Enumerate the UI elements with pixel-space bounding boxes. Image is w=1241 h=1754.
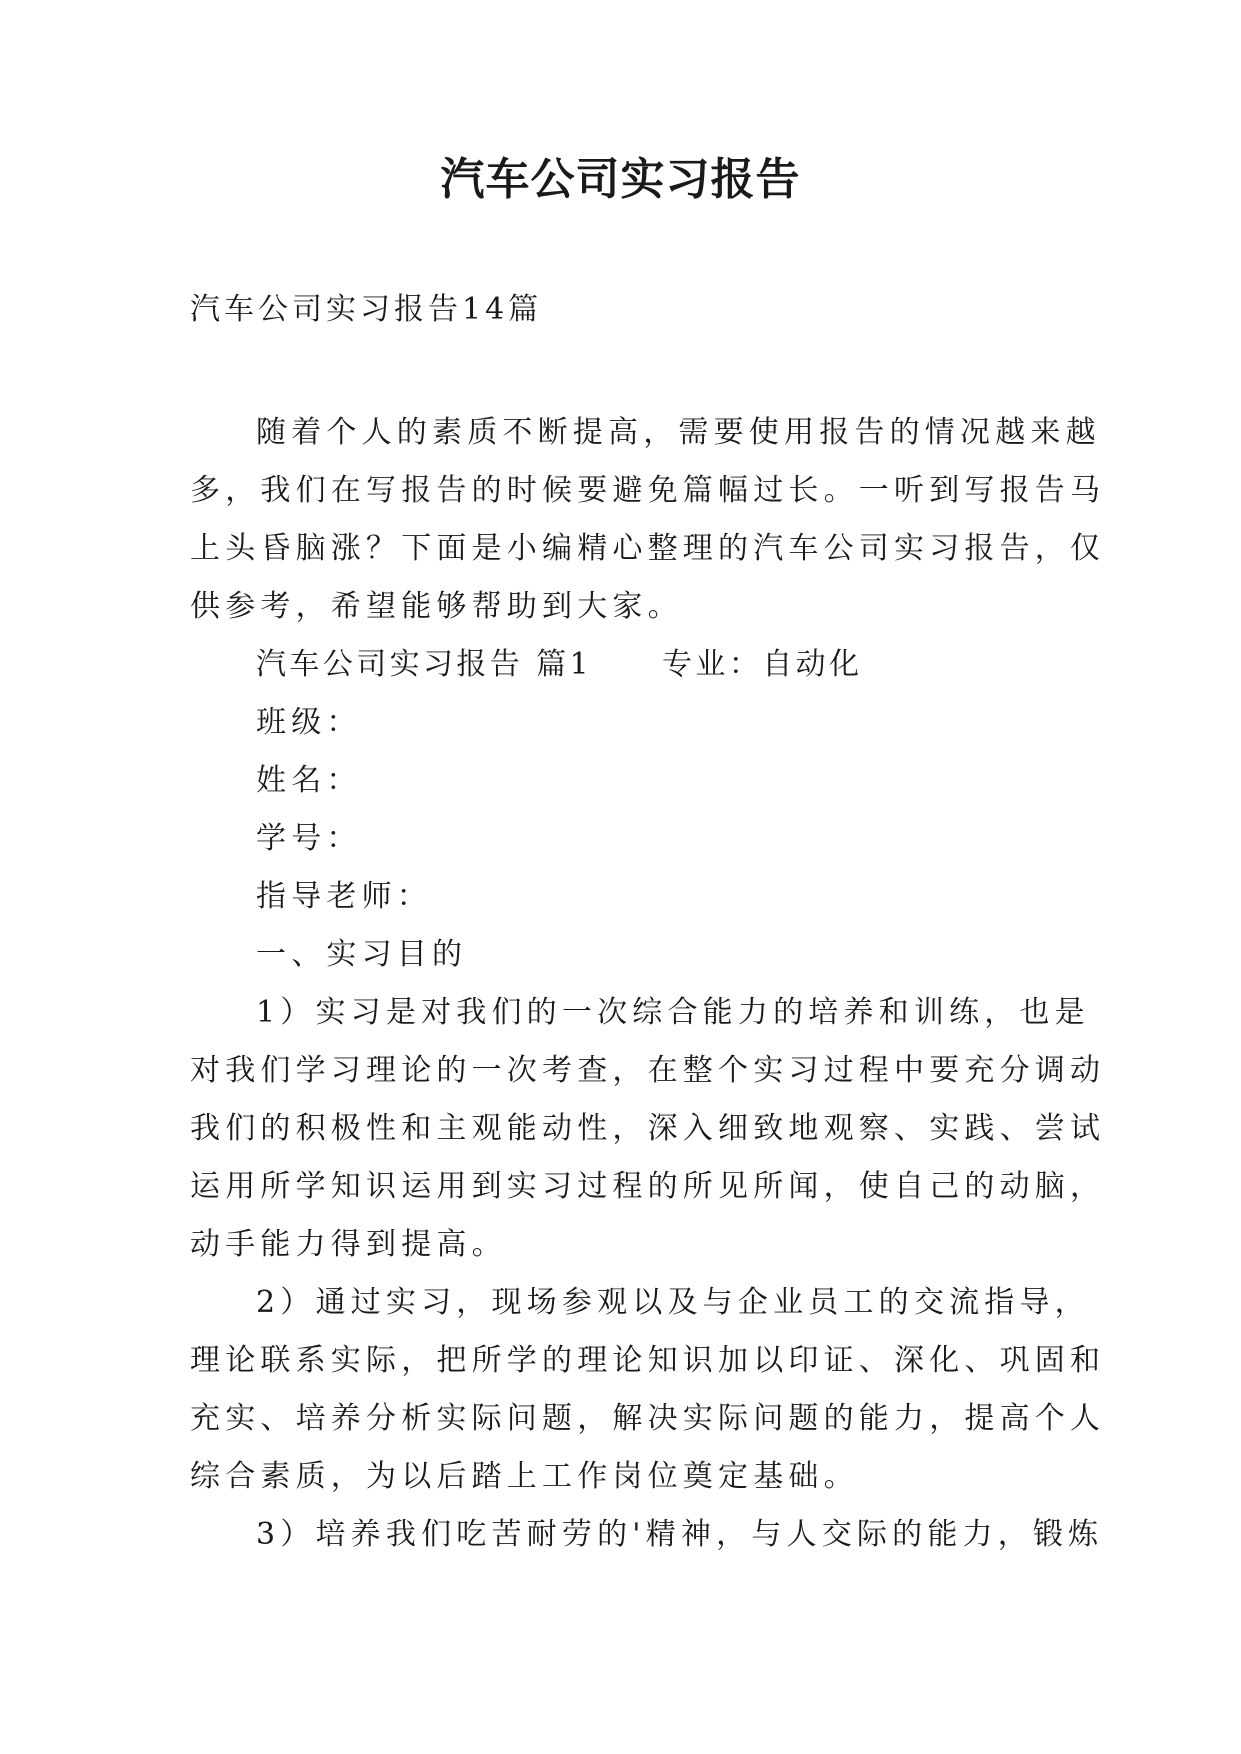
advisor-field: 指导老师： bbox=[256, 879, 432, 914]
point-2-line: 充实、培养分析实际问题，解决实际问题的能力，提高个人 bbox=[190, 1401, 1106, 1436]
major-field: 专业：自动化 bbox=[662, 647, 863, 682]
point-2-line: 综合素质，为以后踏上工作岗位奠定基础。 bbox=[190, 1459, 859, 1494]
intro-line: 多，我们在写报告的时候要避免篇幅过长。一听到写报告马 bbox=[190, 473, 1106, 508]
point-2-line: 理论联系实际，把所学的理论知识加以印证、深化、巩固和 bbox=[190, 1343, 1106, 1378]
student-id-field: 学号： bbox=[256, 821, 362, 856]
document-title: 汽车公司实习报告 bbox=[440, 154, 801, 205]
point-1-line: 1）实习是对我们的一次综合能力的培养和训练，也是 bbox=[256, 995, 1090, 1030]
part-one-heading: 一、实习目的 bbox=[256, 937, 468, 972]
intro-line: 供参考，希望能够帮助到大家。 bbox=[190, 589, 683, 624]
point-2-line: 2）通过实习，现场参观以及与企业员工的交流指导， bbox=[256, 1285, 1090, 1320]
name-field: 姓名： bbox=[256, 763, 362, 798]
document-subtitle: 汽车公司实习报告14篇 bbox=[190, 292, 543, 327]
point-1-line: 对我们学习理论的一次考查，在整个实习过程中要充分调动 bbox=[190, 1053, 1106, 1088]
intro-line: 随着个人的素质不断提高，需要使用报告的情况越来越 bbox=[256, 415, 1101, 450]
point-1-line: 运用所学知识运用到实习过程的所见所闻，使自己的动脑， bbox=[190, 1169, 1106, 1204]
document-body bbox=[190, 404, 1106, 1564]
class-field: 班级： bbox=[256, 705, 362, 740]
section-heading: 汽车公司实习报告 篇1 bbox=[256, 647, 593, 682]
point-1-line: 我们的积极性和主观能动性，深入细致地观察、实践、尝试 bbox=[190, 1111, 1106, 1146]
point-3-line: 3）培养我们吃苦耐劳的'精神，与人交际的能力，锻炼 bbox=[256, 1517, 1104, 1552]
point-1-line: 动手能力得到提高。 bbox=[190, 1227, 507, 1262]
intro-line: 上头昏脑涨？下面是小编精心整理的汽车公司实习报告，仅 bbox=[190, 531, 1106, 566]
section-heading-line bbox=[190, 636, 1060, 694]
